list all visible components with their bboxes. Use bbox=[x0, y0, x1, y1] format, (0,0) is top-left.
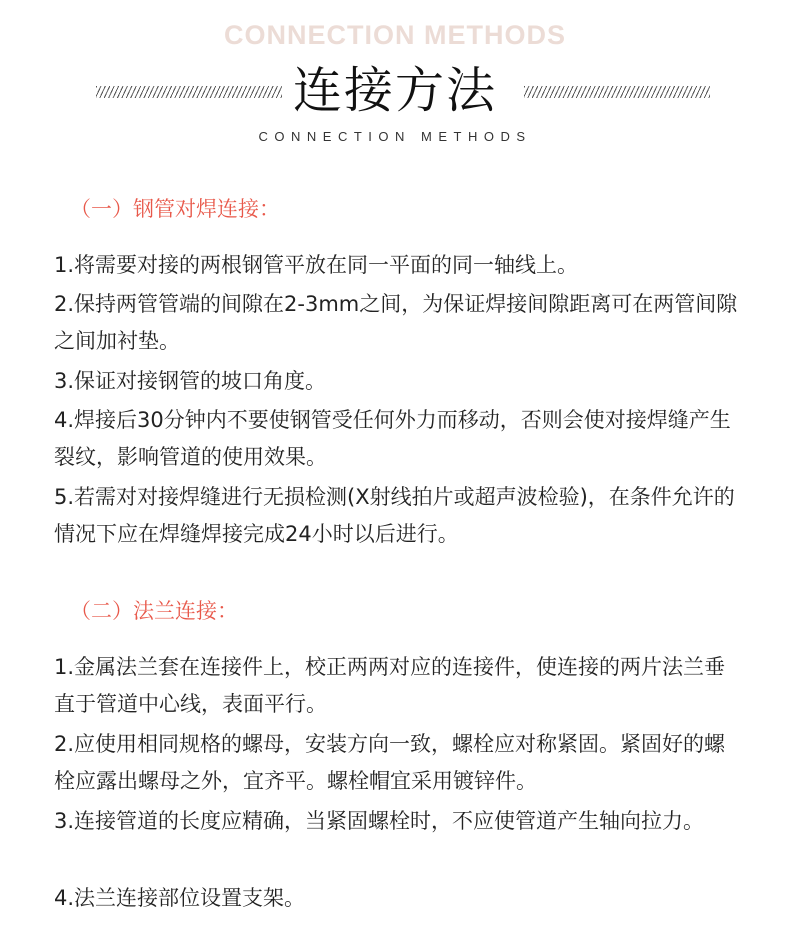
list-item: 2.应使用相同规格的螺母，安装方向一致，螺栓应对称紧固。紧固好的螺栓应露出螺母之外，宜齐平。螺栓帽宜采用镀锌件。 bbox=[54, 732, 726, 793]
list-item: 5.若需对对接焊缝进行无损检测(X射线拍片或超声波检验)，在条件允许的情况下应在焊缝焊接完成24小时以后进行。 bbox=[54, 485, 735, 546]
section-heading-flange: （二）法兰连接： bbox=[70, 599, 238, 623]
hatch-decoration-right bbox=[524, 86, 710, 98]
list-item: 2.保持两管管端的间隙在2-3mm之间，为保证焊接间隙距离可在两管间隙之间加衬垫。 bbox=[54, 292, 738, 353]
section-heading-butt-weld: （一）钢管对焊连接： bbox=[70, 197, 280, 221]
list-item: 3.连接管道的长度应精确，当紧固螺栓时，不应使管道产生轴向拉力。 bbox=[54, 809, 705, 833]
page-subtitle: CONNECTION METHODS bbox=[258, 129, 532, 144]
title-row bbox=[0, 58, 790, 124]
list-item: 3.保证对接钢管的坡口角度。 bbox=[54, 369, 327, 393]
list-item: 4.焊接后30分钟内不要使钢管受任何外力而移动，否则会使对接焊缝产生裂纹，影响管道的使用效果。 bbox=[54, 408, 731, 469]
eyebrow-title: CONNECTION METHODS bbox=[224, 20, 566, 50]
page-title: 连接方法 bbox=[292, 62, 497, 119]
list-item: 1.将需要对接的两根钢管平放在同一平面的同一轴线上。 bbox=[54, 253, 579, 277]
list-item: 4.法兰连接部位设置支架。 bbox=[54, 886, 306, 910]
list-item: 1.金属法兰套在连接件上，校正两两对应的连接件，使连接的两片法兰垂直于管道中心线，表面平行。 bbox=[54, 655, 726, 716]
